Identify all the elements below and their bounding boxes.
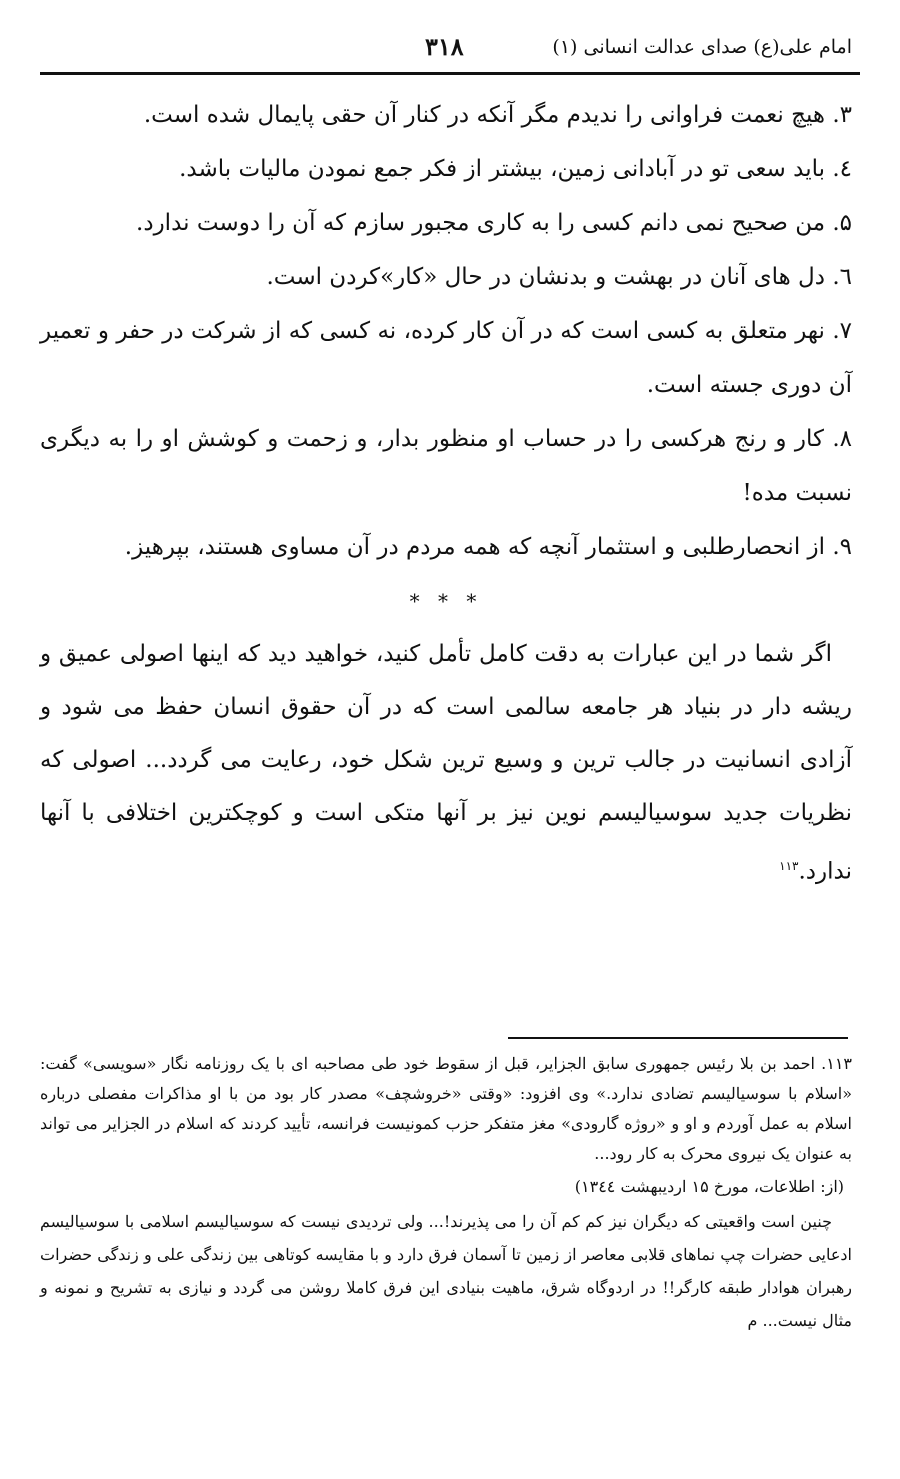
footnote-section	[40, 1049, 852, 1337]
paragraph-text: اگر شما در این عبارات به دقت کامل تأمل کنید، خواهید دید که اینها اصولی عمیق و ریشه دار در بنیاد هر جامعه سالمی است که در آن حقوق انسان حفظ می شود و آزادی انسانیت در جالب ترین و وسیع ترین شکل خود، رعایت می گردد... اصولی که نظریات جدید سوسیالیسم نوین نیز بر آنها متکی است و کوچکترین اختلافی با آنها ندارد.	[40, 641, 852, 885]
translator-note: چنین است واقعیتی که دیگران نیز کم کم آن را می پذیرند!... ولی تردیدی نیست که سوسیالیسم اسلامی با سوسیالیسم ادعایی حضرات چپ نماهای قلابی معاصر از زمین تا آسمان فرق دارد و با مقایسه کوتاهی بین زندگی علی و زندگی حضرات رهبران هوادار طبقه کارگر!! در اردوگاه شرق، ماهیت بنیادی این فرق کاملا روشن می گردد و نیازی به تشریح و نمونه و مثال نیست... م	[40, 1212, 853, 1330]
list-item: ۵. من صحیح نمی دانم کسی را به کاری مجبور سازم که آن را دوست ندارد.	[136, 210, 852, 236]
list-item: ٦. دل های آنان در بهشت و بدنشان در حال «کار»کردن است.	[266, 264, 852, 290]
header-divider	[40, 72, 860, 75]
list-item: ۸. کار و رنج هرکسی را در حساب او منظور بدار، و زحمت و کوشش او را به دیگری نسبت مده!	[40, 426, 852, 506]
footnote-divider	[508, 1037, 848, 1039]
page-number: ۳۱۸	[425, 32, 464, 61]
running-title: امام علی(ع) صدای عدالت انسانی (۱)	[552, 36, 852, 58]
body-paragraph	[40, 628, 852, 899]
page-header	[40, 30, 860, 70]
list-item: ۷. نهر متعلق به کسی است که در آن کار کرده، نه کسی که از شرکت در حفر و تعمیر آن دوری جسته است.	[40, 318, 852, 398]
section-separator: * * *	[409, 589, 483, 613]
list-item: ٤. باید سعی تو در آبادانی زمین، بیشتر از فکر جمع نمودن مالیات باشد.	[179, 156, 852, 182]
footnote-reference: ۱۱۳	[779, 859, 799, 873]
list-item: ۹. از انحصارطلبی و استثمار آنچه که همه مردم در آن مساوی هستند، بپرهیز.	[124, 534, 852, 560]
footnote-text: ۱۱۳. احمد بن بلا رئیس جمهوری سابق الجزایر، قبل از سقوط خود طی مصاحبه ای با یک روزنامه نگار «سویسی» گفت: «اسلام با سوسیالیسم تضادی ندارد.» وی افزود: «وقتی «خروشچف» مصدر کار بود من با او مذاکرات مفصلی درباره اسلام به عمل آوردم و او و «روژه گارودی» مغز متفکر حزب کمونیست فرانسه، تأیید کردند که اسلام در الجزایر می تواند به عنوان یک نیروی محرک به کار رود...	[40, 1054, 853, 1163]
footnote-source: (از: اطلاعات، مورخ ۱۵ اردیبهشت ۱۳٤٤)	[574, 1177, 844, 1196]
main-text	[40, 88, 852, 899]
list-item: ۳. هیچ نعمت فراوانی را ندیدم مگر آنکه در کنار آن حقی پایمال شده است.	[143, 102, 852, 128]
